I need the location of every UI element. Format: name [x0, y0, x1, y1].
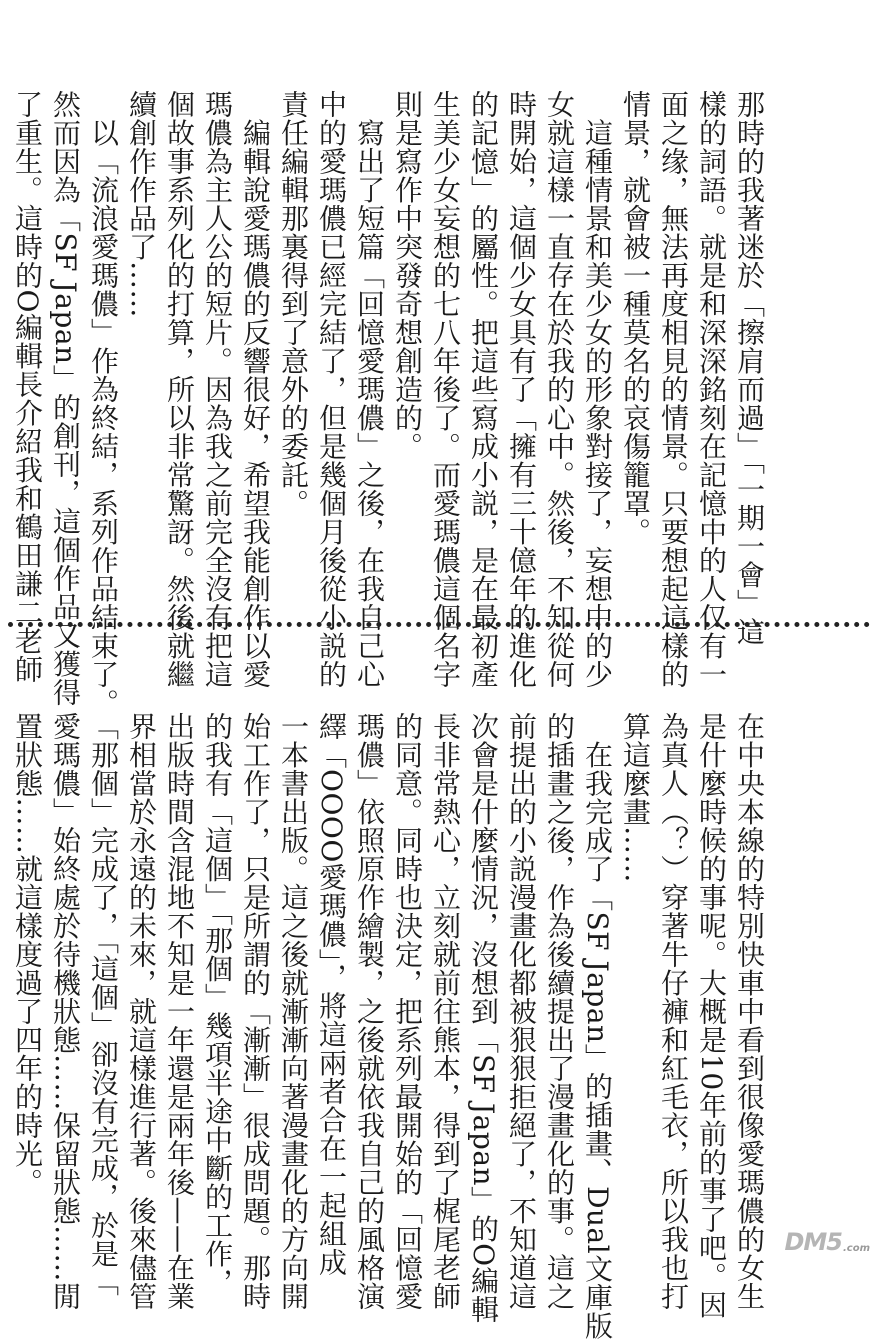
site-watermark-logo [784, 1220, 870, 1256]
dotted-divider [8, 622, 870, 627]
watermark-suffix: .com [842, 1243, 870, 1254]
afterword-text-lower: 在中央本線的特別快車中看到很像愛瑪儂的女生 是什麼時候的事呢。大概是10年前的事了吧。因 為真人（？）穿著牛仔褲和紅毛衣，所以我也打 算這麼畫…… 在我完成了「SF Japan」的插畫、Dual文庫版 的插畫之後，作為後續提出了漫畫化的事。這之 前提出的小説漫畫化都被狠狠拒絕了，不知道這 次會是什麼情況，沒想到「SF Japan」的O編輯 長非常熱心，立刻就前往熊本，得到了梶尾老師 的同意。同時也決定，把系列最開始的「回憶愛 瑪儂」依照原作繪製，之後就依我自己的風格演 繹「OOOO愛瑪儂」，將這兩者合在一起組成 一本書出版。這之後就漸漸向著漫畫化的方向開 始工作了，只是所謂的「漸漸」很成問題。那時 的我有「這個」「那個」幾項半途中斷的工作， 出版時間含混地不知是一年還是兩年後——在業 界相當於永遠的未來，就這樣進行著。後來儘管 「那個」完成了，「這個」卻沒有完成，於是「 愛瑪儂」始終處於待機狀態……保留狀態……閒 置狀態……就這樣度過了四年的時光。 [11, 712, 766, 1340]
watermark-main: DM5 [784, 1228, 842, 1256]
afterword-text-upper: 那時的我著迷於「擦肩而過」「一期一會」這 樣的詞語。就是和深深銘刻在記憶中的人仅有一 面之缘，無法再度相見的情景。只要想起這樣的 情景，就會被一種莫名的哀傷籠罩。 這種情景和美少女的形象對接了，妄想中的少 女就這樣一直存在於我的心中。然後，不知從何 時開始，這個少女具有了「擁有三十億年的進化 的記憶」的屬性。把這些寫成小説，是在最初產 生美少女妄想的七八年後了。而愛瑪儂這個名字 則是寫作中突發奇想創造的。 寫出了短篇「回憶愛瑪儂」之後，在我自己心 中的愛瑪儂已經完結了，但是幾個月後從小説的 責任編輯那裏得到了意外的委託。 編輯說愛瑪儂的反響很好，希望我能創作以愛 瑪儂為主人公的短片。因為我之前完全沒有把這 個故事系列化的打算，所以非常驚訝。然後就繼 續創作作品了…… 以「流浪愛瑪儂」作為終結，系列作品結束了。 然而因為「SF Japan」的創刊，這個作品又獲得 了重生。這時的O編輯長介紹我和鶴田謙二老師 [11, 90, 766, 717]
